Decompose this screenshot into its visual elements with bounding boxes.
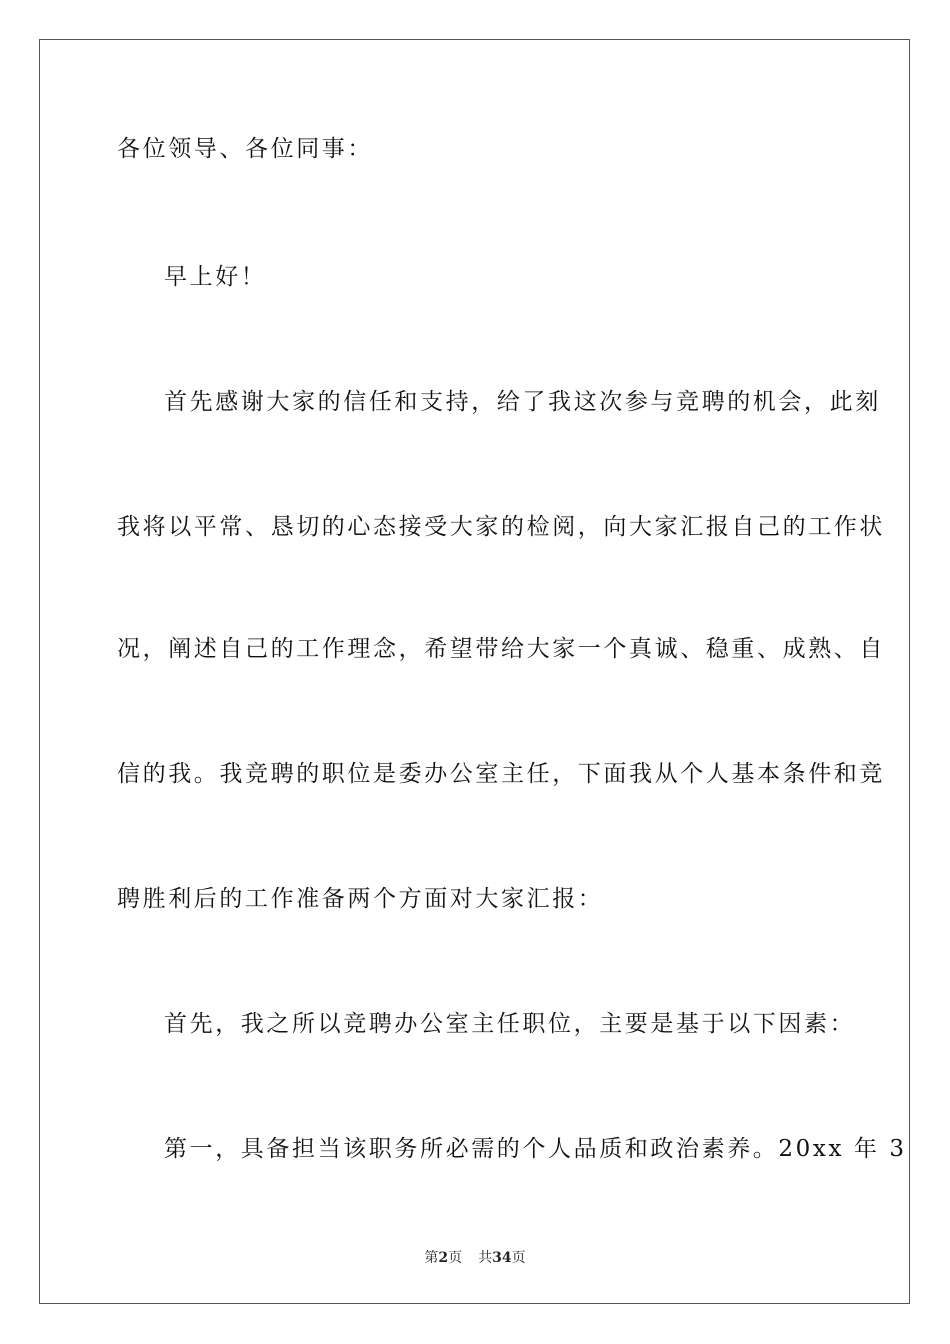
paragraph-line: 我将以平常、恳切的心态接受大家的检阅，向大家汇报自己的工作状 <box>117 514 885 540</box>
paragraph-line: 首先，我之所以竞聘办公室主任职位，主要是基于以下因素： <box>164 1011 856 1037</box>
total-pages: 34 <box>492 1250 512 1266</box>
page-suffix: 页 <box>448 1250 463 1266</box>
total-suffix: 页 <box>511 1250 526 1266</box>
page-prefix: 第 <box>424 1250 439 1266</box>
page-border <box>39 39 910 1304</box>
paragraph-line: 聘胜利后的工作准备两个方面对大家汇报： <box>117 886 604 912</box>
greeting-line: 早上好！ <box>164 264 267 290</box>
paragraph-line: 信的我。我竞聘的职位是委办公室主任，下面我从个人基本条件和竞 <box>117 761 885 787</box>
paragraph-line: 首先感谢大家的信任和支持，给了我这次参与竞聘的机会，此刻 <box>164 389 881 415</box>
salutation-line: 各位领导、各位同事： <box>117 136 373 162</box>
page-footer <box>0 1247 950 1267</box>
paragraph-line: 第一，具备担当该职务所必需的个人品质和政治素养。20xx 年 3 <box>164 1136 907 1162</box>
paragraph-line: 况，阐述自己的工作理念，希望带给大家一个真诚、稳重、成熟、自 <box>117 636 885 662</box>
total-prefix: 共 <box>478 1250 493 1266</box>
page-number: 2 <box>438 1250 449 1266</box>
